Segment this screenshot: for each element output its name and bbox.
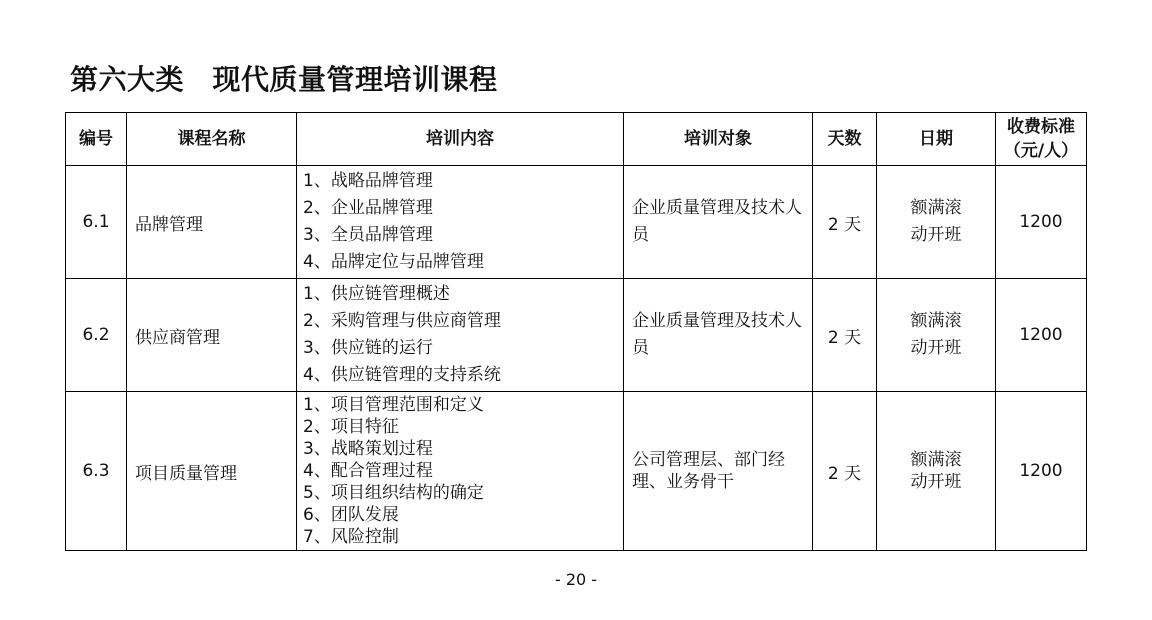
course-fee: 1200 (996, 166, 1087, 279)
content-item: 4、配合管理过程 (303, 461, 433, 481)
content-item: 1、战略品牌管理 (303, 171, 433, 191)
content-item: 6、团队发展 (303, 505, 399, 525)
course-date: 额满滚动开班 (877, 392, 996, 551)
content-item: 7、风险控制 (303, 527, 399, 547)
course-date: 额满滚动开班 (877, 279, 996, 392)
course-id: 6.2 (66, 279, 127, 392)
content-item: 4、品牌定位与品牌管理 (303, 252, 484, 272)
header-target: 培训对象 (624, 113, 813, 166)
course-name: 项目质量管理 (127, 392, 297, 551)
page-number: - 20 - (554, 570, 598, 589)
course-date: 额满滚动开班 (877, 166, 996, 279)
page-title: 第六大类 现代质量管理培训课程 (70, 63, 498, 96)
course-fee: 1200 (996, 279, 1087, 392)
course-fee: 1200 (996, 392, 1087, 551)
content-item: 2、采购管理与供应商管理 (303, 311, 501, 331)
course-content (297, 392, 624, 551)
header-id: 编号 (66, 113, 127, 166)
course-name: 供应商管理 (127, 279, 297, 392)
header-date: 日期 (877, 113, 996, 166)
course-table (65, 112, 1087, 551)
course-name: 品牌管理 (127, 166, 297, 279)
content-item: 2、项目特征 (303, 417, 399, 437)
content-item: 1、项目管理范围和定义 (303, 395, 484, 415)
table-row (66, 392, 1087, 551)
content-item: 2、企业品牌管理 (303, 198, 433, 218)
table-row (66, 279, 1087, 392)
course-id: 6.1 (66, 166, 127, 279)
course-target: 企业质量管理及技术人员 (624, 279, 813, 392)
content-item: 3、战略策划过程 (303, 439, 433, 459)
course-days: 2 天 (813, 392, 877, 551)
header-row (66, 113, 1087, 166)
content-item: 5、项目组织结构的确定 (303, 483, 484, 503)
header-days: 天数 (813, 113, 877, 166)
course-target: 公司管理层、部门经理、业务骨干 (624, 392, 813, 551)
course-target: 企业质量管理及技术人员 (624, 166, 813, 279)
course-id: 6.3 (66, 392, 127, 551)
table-row (66, 166, 1087, 279)
content-item: 3、全员品牌管理 (303, 225, 433, 245)
header-course-name: 课程名称 (127, 113, 297, 166)
content-item: 4、供应链管理的支持系统 (303, 365, 501, 385)
header-content: 培训内容 (297, 113, 624, 166)
course-days: 2 天 (813, 279, 877, 392)
header-fee: 收费标准 （元/人） (996, 113, 1087, 166)
content-item: 1、供应链管理概述 (303, 284, 450, 304)
course-content (297, 166, 624, 279)
course-days: 2 天 (813, 166, 877, 279)
content-item: 3、供应链的运行 (303, 338, 433, 358)
course-content (297, 279, 624, 392)
